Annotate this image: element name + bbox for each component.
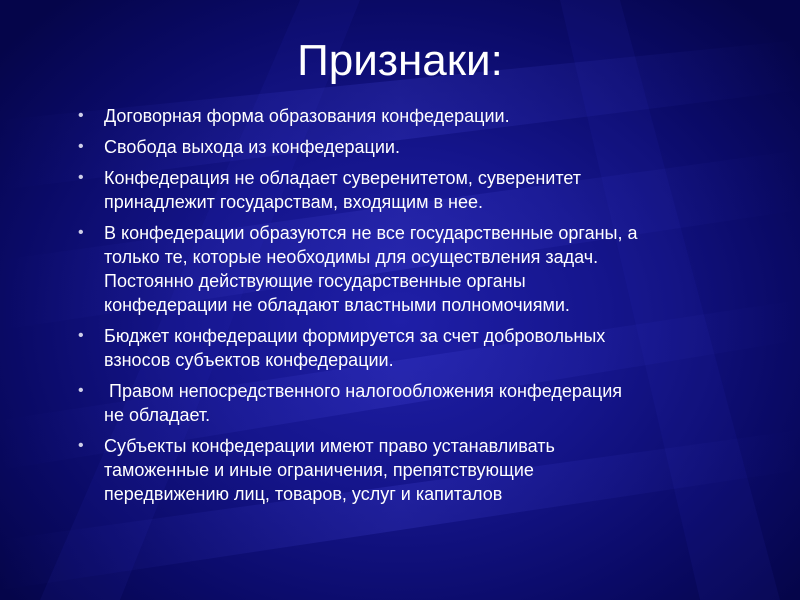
bullet-text: Субъекты конфедерации имеют право устанавливать таможенные и иные ограничения, препятствующие передвижению лиц, товаров, услуг и капиталов xyxy=(104,436,555,504)
bullet-text: Договорная форма образования конфедерации. xyxy=(104,106,510,126)
bullet-icon: • xyxy=(78,382,84,399)
bullet-item xyxy=(74,324,774,372)
bullet-icon: • xyxy=(78,224,84,241)
bullet-item xyxy=(74,379,774,427)
bullet-text: Свобода выхода из конфедерации. xyxy=(104,137,400,157)
bullet-text: Бюджет конфедерации формируется за счет добровольных взносов субъектов конфедерации. xyxy=(104,326,606,370)
bullet-icon: • xyxy=(78,327,84,344)
bullet-text: Правом непосредственного налогообложения конфедерация не обладает. xyxy=(104,381,623,425)
slide-title: Признаки: xyxy=(297,36,503,85)
bullet-item xyxy=(74,221,774,317)
bullet-text: Конфедерация не обладает суверенитетом, суверенитет принадлежит государствам, входящим в нее. xyxy=(104,168,582,212)
bullet-icon: • xyxy=(78,138,84,155)
bullet-item xyxy=(74,104,774,128)
bullet-icon: • xyxy=(78,169,84,186)
bullet-item xyxy=(74,166,774,214)
bullet-text: В конфедерации образуются не все государственные органы, а только те, которые необходимы для осуществления задач. Постоянно действующие государственные органы конфедерации не обладают властными полномочиями. xyxy=(104,223,638,315)
bullet-item xyxy=(74,135,774,159)
bullet-icon: • xyxy=(78,107,84,124)
bullet-icon: • xyxy=(78,437,84,454)
bullet-item xyxy=(74,434,774,506)
bullet-list xyxy=(74,104,774,513)
